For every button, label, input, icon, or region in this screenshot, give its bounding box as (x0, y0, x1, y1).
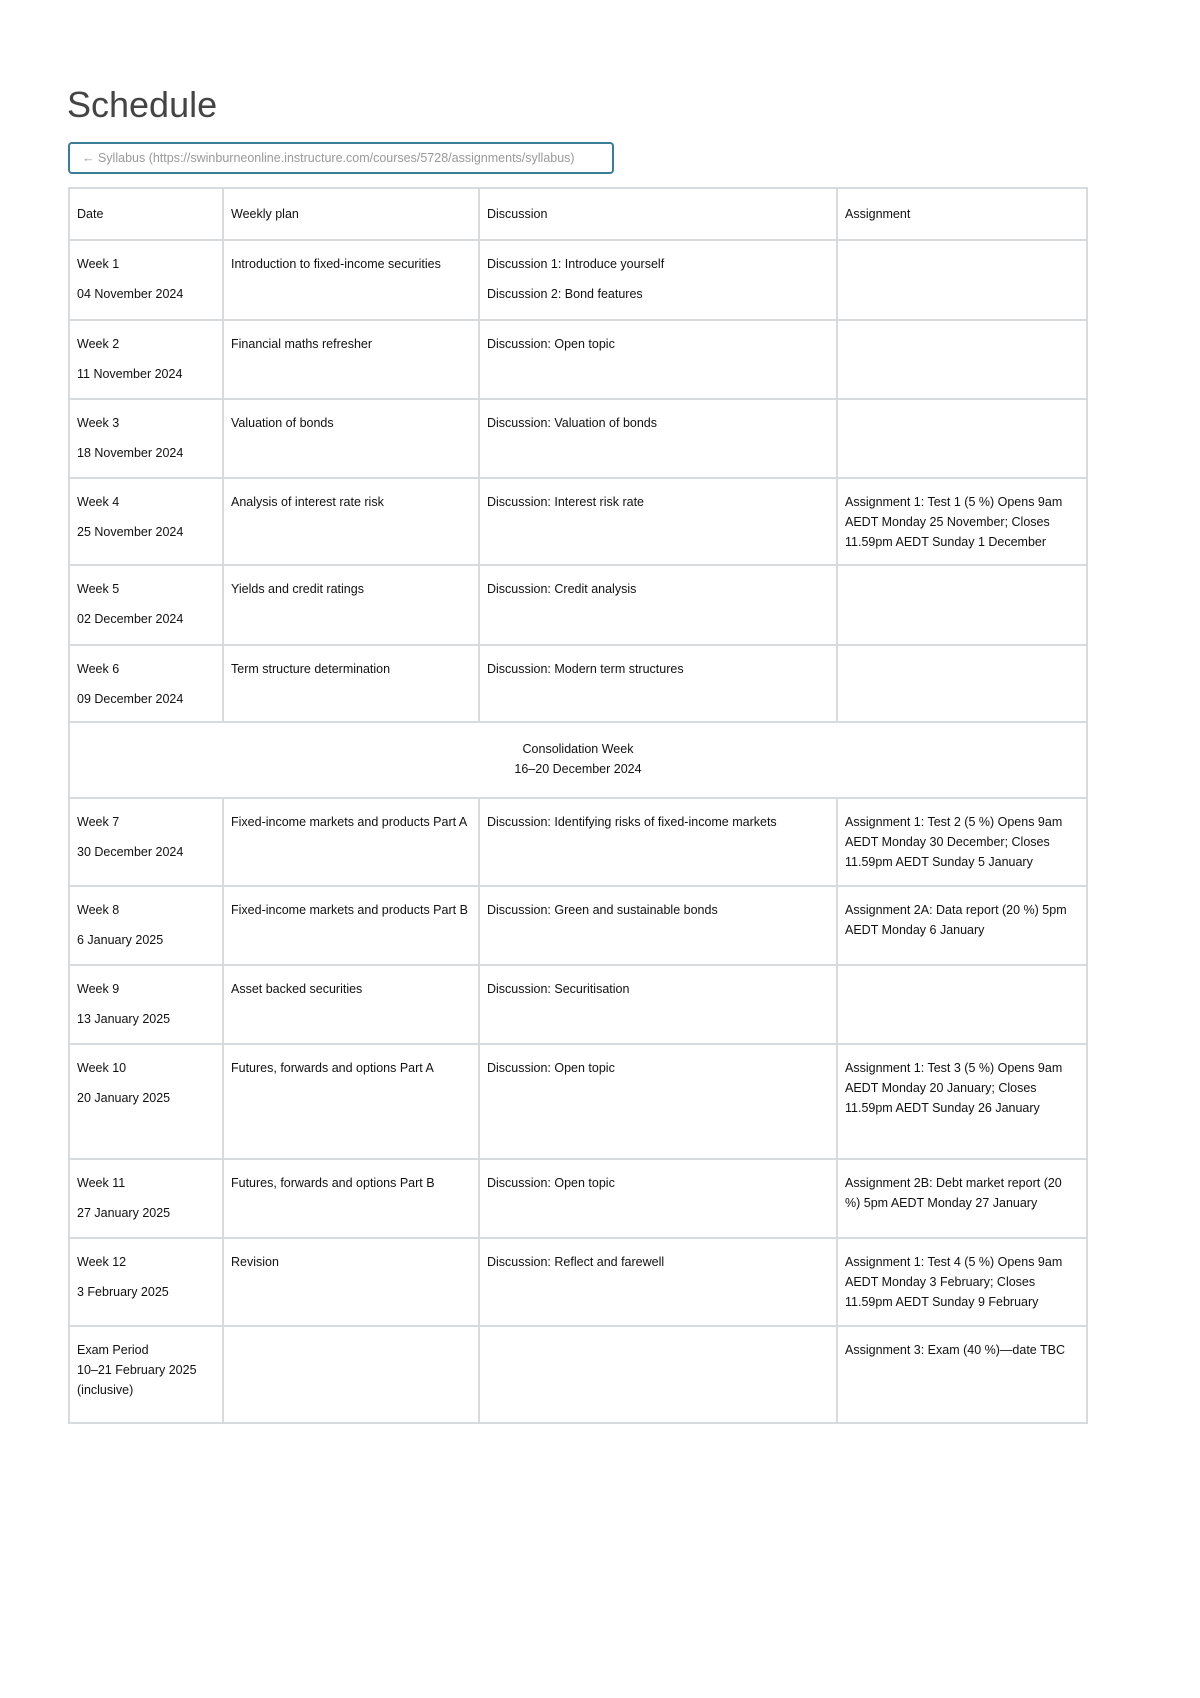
table-row (69, 1159, 1087, 1238)
schedule-table (68, 187, 1088, 1424)
table-row (69, 320, 1087, 399)
week-date: 09 December 2024 (77, 692, 184, 706)
consolidation-dates: 16–20 December 2024 (514, 762, 642, 776)
table-row (69, 965, 1087, 1044)
assignment-text: Assignment 1: Test 1 (5 %) Opens 9am AEDT Monday 25 November; Closes 11.59pm AEDT Sunday 1 December (845, 495, 1063, 549)
discussion-link[interactable]: Discussion: Securitisation (487, 982, 630, 996)
discussion-cell (479, 478, 837, 565)
week-label: Week 6 (77, 662, 120, 676)
table-row (69, 886, 1087, 965)
weekly-plan-link[interactable]: Fixed-income markets and products Part A (231, 815, 468, 829)
date-cell (69, 1326, 223, 1423)
plan-cell (223, 1326, 479, 1423)
week-label: Week 8 (77, 903, 120, 917)
syllabus-back-link[interactable]: ← Syllabus (https://swinburneonline.instructure.com/courses/5728/assignments/syllabus) (68, 142, 614, 174)
week-label: Week 12 (77, 1255, 127, 1269)
week-label: Week 11 (77, 1176, 126, 1190)
week-label: Week 10 (77, 1061, 127, 1075)
table-row (69, 399, 1087, 478)
assignment-text: Assignment 3: Exam (40 %)—date TBC (845, 1343, 1065, 1357)
date-cell (69, 1044, 223, 1159)
date-cell (69, 798, 223, 886)
discussion-link[interactable]: Discussion: Green and sustainable bonds (487, 903, 718, 917)
consolidation-row (69, 722, 1087, 798)
discussion-link[interactable]: Discussion: Reflect and farewell (487, 1255, 665, 1269)
week-label: Week 5 (77, 582, 120, 596)
discussion-cell (479, 645, 837, 722)
discussion-link[interactable]: Discussion: Valuation of bonds (487, 416, 658, 430)
header-assignment: Assignment (837, 188, 1087, 240)
discussion-cell (479, 1044, 837, 1159)
date-cell (69, 478, 223, 565)
assignment-cell (837, 1238, 1087, 1326)
week-label: Week 9 (77, 982, 120, 996)
week-date: 18 November 2024 (77, 446, 184, 460)
week-label: Week 2 (77, 337, 120, 351)
assignment-cell (837, 798, 1087, 886)
week-date: 13 January 2025 (77, 1012, 171, 1026)
plan-cell (223, 886, 479, 965)
discussion-cell (479, 1159, 837, 1238)
assignment-cell (837, 1326, 1087, 1423)
header-date: Date (69, 188, 223, 240)
discussion-cell (479, 965, 837, 1044)
discussion-link[interactable]: Discussion: Credit analysis (487, 582, 637, 596)
week-date: 6 January 2025 (77, 933, 164, 947)
date-cell (69, 399, 223, 478)
discussion-link[interactable]: Discussion: Open topic (487, 1061, 615, 1075)
week-date: 11 November 2024 (77, 367, 183, 381)
exam-note: (inclusive) (77, 1383, 134, 1397)
discussion-link[interactable]: Discussion 2: Bond features (487, 287, 643, 301)
discussion-cell (479, 240, 837, 320)
plan-cell (223, 1238, 479, 1326)
week-label: Week 3 (77, 416, 120, 430)
table-row (69, 478, 1087, 565)
plan-cell (223, 1044, 479, 1159)
weekly-plan-link[interactable]: Yields and credit ratings (231, 582, 364, 596)
assignment-cell (837, 478, 1087, 565)
weekly-plan-link[interactable]: Valuation of bonds (231, 416, 334, 430)
date-cell (69, 1238, 223, 1326)
exam-row (69, 1326, 1087, 1423)
date-cell (69, 320, 223, 399)
table-row (69, 798, 1087, 886)
week-date: 02 December 2024 (77, 612, 184, 626)
weekly-plan-link[interactable]: Futures, forwards and options Part B (231, 1176, 435, 1190)
assignment-cell (837, 886, 1087, 965)
week-date: 20 January 2025 (77, 1091, 171, 1105)
week-date: 27 January 2025 (77, 1206, 171, 1220)
assignment-text: Assignment 1: Test 4 (5 %) Opens 9am AEDT Monday 3 February; Closes 11.59pm AEDT Sunday 9 February (845, 1255, 1063, 1309)
assignment-cell (837, 1044, 1087, 1159)
discussion-link[interactable]: Discussion 1: Introduce yourself (487, 257, 665, 271)
week-label: Week 4 (77, 495, 120, 509)
date-cell (69, 565, 223, 645)
exam-dates: 10–21 February 2025 (77, 1363, 197, 1377)
table-header-row (69, 188, 1087, 240)
assignment-text: Assignment 2A: Data report (20 %) 5pm AEDT Monday 6 January (845, 903, 1067, 937)
assignment-cell (837, 399, 1087, 478)
discussion-link[interactable]: Discussion: Interest risk rate (487, 495, 644, 509)
table-row (69, 565, 1087, 645)
header-weekly-plan: Weekly plan (223, 188, 479, 240)
table-row (69, 1044, 1087, 1159)
discussion-cell (479, 399, 837, 478)
week-date: 25 November 2024 (77, 525, 184, 539)
week-label: Week 1 (77, 257, 120, 271)
weekly-plan-link[interactable]: Analysis of interest rate risk (231, 495, 384, 509)
assignment-cell (837, 1159, 1087, 1238)
plan-cell (223, 399, 479, 478)
plan-cell (223, 478, 479, 565)
week-date: 3 February 2025 (77, 1285, 169, 1299)
plan-cell (223, 320, 479, 399)
week-label: Week 7 (77, 815, 120, 829)
week-date: 04 November 2024 (77, 287, 184, 301)
assignment-text: Assignment 1: Test 2 (5 %) Opens 9am AEDT Monday 30 December; Closes 11.59pm AEDT Sunday 5 January (845, 815, 1063, 869)
weekly-plan-link[interactable]: Financial maths refresher (231, 337, 373, 351)
exam-label: Exam Period (77, 1343, 149, 1357)
discussion-link[interactable]: Discussion: Open topic (487, 1176, 615, 1190)
assignment-cell (837, 240, 1087, 320)
header-discussion: Discussion (479, 188, 837, 240)
plan-cell (223, 1159, 479, 1238)
weekly-plan-link[interactable]: Introduction to fixed-income securities (231, 257, 441, 271)
table-row (69, 240, 1087, 320)
assignment-cell (837, 965, 1087, 1044)
weekly-plan-link[interactable]: Futures, forwards and options Part A (231, 1061, 434, 1075)
discussion-cell (479, 1238, 837, 1326)
weekly-plan-link[interactable]: Revision (231, 1255, 279, 1269)
assignment-cell (837, 320, 1087, 399)
consolidation-title: Consolidation Week (522, 742, 634, 756)
discussion-cell (479, 320, 837, 399)
plan-cell (223, 645, 479, 722)
discussion-link[interactable]: Discussion: Modern term structures (487, 662, 684, 676)
plan-cell (223, 565, 479, 645)
discussion-cell (479, 565, 837, 645)
date-cell (69, 645, 223, 722)
discussion-cell (479, 798, 837, 886)
discussion-cell (479, 1326, 837, 1423)
discussion-link[interactable]: Discussion: Identifying risks of fixed-income markets (487, 815, 777, 829)
discussion-cell (479, 886, 837, 965)
assignment-text: Assignment 1: Test 3 (5 %) Opens 9am AEDT Monday 20 January; Closes 11.59pm AEDT Sunday 26 January (845, 1061, 1063, 1115)
date-cell (69, 1159, 223, 1238)
plan-cell (223, 965, 479, 1044)
weekly-plan-link[interactable]: Term structure determination (231, 662, 391, 676)
date-cell (69, 240, 223, 320)
page-title: Schedule (67, 84, 218, 125)
assignment-cell (837, 565, 1087, 645)
weekly-plan-link[interactable]: Asset backed securities (231, 982, 363, 996)
date-cell (69, 886, 223, 965)
table-row (69, 645, 1087, 722)
table-row (69, 1238, 1087, 1326)
discussion-link[interactable]: Discussion: Open topic (487, 337, 615, 351)
plan-cell (223, 798, 479, 886)
date-cell (69, 965, 223, 1044)
week-date: 30 December 2024 (77, 845, 184, 859)
assignment-cell (837, 645, 1087, 722)
assignment-text: Assignment 2B: Debt market report (20 %) 5pm AEDT Monday 27 January (845, 1176, 1062, 1210)
weekly-plan-link[interactable]: Fixed-income markets and products Part B (231, 903, 468, 917)
plan-cell (223, 240, 479, 320)
